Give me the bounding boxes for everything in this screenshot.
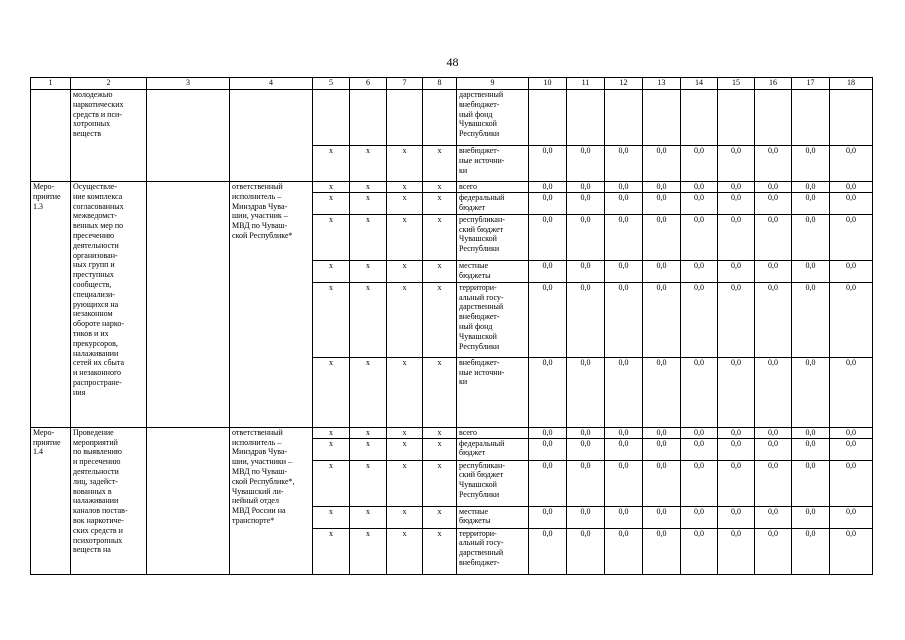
- amount-cell: 0,0: [605, 427, 643, 438]
- header-cell: 14: [681, 78, 718, 90]
- header-cell: 5: [313, 78, 350, 90]
- code-cell: х: [350, 192, 387, 214]
- code-cell: х: [350, 506, 387, 528]
- amount-cell: 0,0: [605, 146, 643, 182]
- amount-cell: 0,0: [830, 357, 873, 427]
- code-cell: х: [423, 506, 457, 528]
- amount-cell: 0,0: [643, 438, 681, 460]
- funding-source: федеральный бюджет: [457, 192, 529, 214]
- amount-cell: 0,0: [792, 528, 830, 574]
- amount-cell: 0,0: [529, 438, 567, 460]
- code-cell: х: [313, 506, 350, 528]
- code-cell: х: [387, 506, 423, 528]
- amount-cell: 0,0: [567, 282, 605, 357]
- code-cell: х: [387, 146, 423, 182]
- code-cell: х: [350, 146, 387, 182]
- header-cell: 4: [230, 78, 313, 90]
- amount-cell: 0,0: [605, 182, 643, 193]
- amount-cell: [755, 90, 792, 146]
- header-cell: 8: [423, 78, 457, 90]
- amount-cell: 0,0: [718, 427, 755, 438]
- amount-cell: 0,0: [718, 192, 755, 214]
- amount-cell: 0,0: [567, 192, 605, 214]
- amount-cell: 0,0: [718, 528, 755, 574]
- column-3-cell: [147, 427, 230, 574]
- amount-cell: 0,0: [681, 182, 718, 193]
- code-cell: х: [350, 260, 387, 282]
- amount-cell: 0,0: [605, 192, 643, 214]
- amount-cell: 0,0: [755, 260, 792, 282]
- amount-cell: 0,0: [718, 182, 755, 193]
- funding-source: внебюджет- ные источни- ки: [457, 146, 529, 182]
- amount-cell: 0,0: [755, 506, 792, 528]
- amount-cell: 0,0: [681, 528, 718, 574]
- amount-cell: 0,0: [681, 438, 718, 460]
- responsible-executor: ответственный исполнитель – Минздрав Чува- шии, участники – МВД по Чуваш- ской Республике*, Чувашский ли- нейный отдел МВД России на транспорте*: [230, 427, 313, 574]
- code-cell: х: [387, 528, 423, 574]
- amount-cell: 0,0: [529, 214, 567, 260]
- amount-cell: [830, 90, 873, 146]
- code-cell: х: [387, 260, 423, 282]
- amount-cell: 0,0: [605, 528, 643, 574]
- code-cell: х: [350, 214, 387, 260]
- table-row: [31, 427, 873, 438]
- amount-cell: 0,0: [681, 282, 718, 357]
- code-cell: [423, 90, 457, 146]
- header-cell: 9: [457, 78, 529, 90]
- code-cell: х: [313, 357, 350, 427]
- code-cell: х: [423, 214, 457, 260]
- responsible-executor: ответственный исполнитель – Минздрав Чува- шии, участник – МВД по Чуваш- ской Республике*: [230, 182, 313, 428]
- header-cell: 16: [755, 78, 792, 90]
- header-cell: 7: [387, 78, 423, 90]
- amount-cell: [567, 90, 605, 146]
- code-cell: х: [387, 427, 423, 438]
- program-table: [30, 77, 873, 575]
- amount-cell: 0,0: [830, 427, 873, 438]
- table-row: [31, 182, 873, 193]
- code-cell: х: [387, 460, 423, 506]
- amount-cell: 0,0: [681, 460, 718, 506]
- amount-cell: [718, 90, 755, 146]
- header-cell: 13: [643, 78, 681, 90]
- code-cell: х: [350, 438, 387, 460]
- header-cell: 17: [792, 78, 830, 90]
- code-cell: х: [387, 214, 423, 260]
- amount-cell: 0,0: [529, 260, 567, 282]
- funding-source: всего: [457, 427, 529, 438]
- header-cell: 10: [529, 78, 567, 90]
- funding-source: федеральный бюджет: [457, 438, 529, 460]
- amount-cell: [792, 90, 830, 146]
- amount-cell: 0,0: [755, 357, 792, 427]
- amount-cell: 0,0: [605, 438, 643, 460]
- amount-cell: 0,0: [643, 192, 681, 214]
- code-cell: х: [313, 438, 350, 460]
- code-cell: х: [350, 182, 387, 193]
- amount-cell: 0,0: [643, 182, 681, 193]
- code-cell: х: [387, 192, 423, 214]
- amount-cell: 0,0: [755, 146, 792, 182]
- amount-cell: 0,0: [792, 214, 830, 260]
- funding-source: местные бюджеты: [457, 506, 529, 528]
- code-cell: х: [423, 528, 457, 574]
- header-cell: 11: [567, 78, 605, 90]
- amount-cell: 0,0: [643, 506, 681, 528]
- amount-cell: 0,0: [605, 214, 643, 260]
- amount-cell: 0,0: [567, 182, 605, 193]
- header-cell: 3: [147, 78, 230, 90]
- amount-cell: 0,0: [830, 182, 873, 193]
- amount-cell: 0,0: [755, 427, 792, 438]
- code-cell: х: [313, 192, 350, 214]
- amount-cell: 0,0: [567, 506, 605, 528]
- column-3-cell: [147, 90, 230, 182]
- amount-cell: 0,0: [830, 282, 873, 357]
- amount-cell: 0,0: [567, 146, 605, 182]
- amount-cell: 0,0: [681, 506, 718, 528]
- code-cell: х: [423, 460, 457, 506]
- amount-cell: 0,0: [605, 357, 643, 427]
- code-cell: х: [350, 427, 387, 438]
- amount-cell: 0,0: [643, 427, 681, 438]
- amount-cell: 0,0: [792, 506, 830, 528]
- amount-cell: 0,0: [529, 506, 567, 528]
- amount-cell: 0,0: [792, 427, 830, 438]
- amount-cell: 0,0: [755, 182, 792, 193]
- measure-name: молодежью наркотических средств и пси- хотропных веществ: [71, 90, 147, 182]
- amount-cell: 0,0: [681, 214, 718, 260]
- code-cell: х: [313, 282, 350, 357]
- amount-cell: 0,0: [830, 460, 873, 506]
- amount-cell: 0,0: [792, 260, 830, 282]
- amount-cell: [529, 90, 567, 146]
- funding-source: республикан- ский бюджет Чувашской Республики: [457, 460, 529, 506]
- measure-name: Осуществле- ние комплекса согласованных межведомст- венных мер по пресечению деятельности организован- ных групп и преступных сообществ, специализи- рующихся на незаконном обороте нарко- тиков и их прекурсоров, налаживании сетей их сбыта и незаконного распростране- ния: [71, 182, 147, 428]
- amount-cell: 0,0: [643, 460, 681, 506]
- funding-source: дарственный внебюджет- ный фонд Чувашской Республики: [457, 90, 529, 146]
- amount-cell: 0,0: [718, 438, 755, 460]
- page-number: 48: [446, 55, 459, 69]
- amount-cell: 0,0: [529, 528, 567, 574]
- amount-cell: [605, 90, 643, 146]
- amount-cell: 0,0: [830, 214, 873, 260]
- amount-cell: 0,0: [830, 146, 873, 182]
- amount-cell: 0,0: [718, 146, 755, 182]
- responsible-executor: [230, 90, 313, 182]
- code-cell: х: [350, 460, 387, 506]
- amount-cell: 0,0: [529, 282, 567, 357]
- amount-cell: 0,0: [567, 528, 605, 574]
- amount-cell: 0,0: [755, 192, 792, 214]
- amount-cell: 0,0: [681, 146, 718, 182]
- code-cell: х: [313, 460, 350, 506]
- code-cell: х: [313, 528, 350, 574]
- amount-cell: 0,0: [643, 146, 681, 182]
- funding-source: республикан- ский бюджет Чувашской Республики: [457, 214, 529, 260]
- amount-cell: 0,0: [755, 282, 792, 357]
- amount-cell: 0,0: [605, 260, 643, 282]
- amount-cell: 0,0: [792, 282, 830, 357]
- amount-cell: 0,0: [643, 282, 681, 357]
- funding-source: всего: [457, 182, 529, 193]
- code-cell: х: [387, 438, 423, 460]
- header-cell: 18: [830, 78, 873, 90]
- amount-cell: 0,0: [643, 528, 681, 574]
- code-cell: х: [423, 282, 457, 357]
- amount-cell: 0,0: [755, 214, 792, 260]
- code-cell: х: [423, 146, 457, 182]
- code-cell: х: [313, 260, 350, 282]
- code-cell: х: [387, 282, 423, 357]
- measure-name: Проведение мероприятий по выявлению и пресечению деятельности лиц, задейст- вованных в налаживании каналов постав- вок наркотиче- ских средств и психотропных веществ на: [71, 427, 147, 574]
- measure-number: [31, 90, 71, 182]
- amount-cell: 0,0: [792, 460, 830, 506]
- amount-cell: 0,0: [681, 260, 718, 282]
- amount-cell: 0,0: [567, 357, 605, 427]
- amount-cell: 0,0: [718, 506, 755, 528]
- measure-number: Меро- приятие 1.4: [31, 427, 71, 574]
- amount-cell: 0,0: [830, 438, 873, 460]
- amount-cell: 0,0: [643, 260, 681, 282]
- amount-cell: 0,0: [830, 528, 873, 574]
- funding-source: территори- альный госу- дарственный внебюджет-: [457, 528, 529, 574]
- amount-cell: 0,0: [529, 182, 567, 193]
- amount-cell: 0,0: [643, 357, 681, 427]
- amount-cell: 0,0: [830, 192, 873, 214]
- amount-cell: 0,0: [792, 182, 830, 193]
- amount-cell: 0,0: [755, 528, 792, 574]
- amount-cell: 0,0: [605, 282, 643, 357]
- amount-cell: 0,0: [718, 282, 755, 357]
- code-cell: х: [350, 528, 387, 574]
- amount-cell: 0,0: [718, 214, 755, 260]
- amount-cell: 0,0: [567, 460, 605, 506]
- header-cell: 1: [31, 78, 71, 90]
- code-cell: [387, 90, 423, 146]
- funding-source: внебюджет- ные источни- ки: [457, 357, 529, 427]
- code-cell: х: [313, 182, 350, 193]
- amount-cell: 0,0: [567, 427, 605, 438]
- header-cell: 15: [718, 78, 755, 90]
- amount-cell: 0,0: [681, 192, 718, 214]
- column-3-cell: [147, 182, 230, 428]
- amount-cell: 0,0: [529, 192, 567, 214]
- amount-cell: 0,0: [567, 214, 605, 260]
- measure-number: Меро- приятие 1.3: [31, 182, 71, 428]
- amount-cell: 0,0: [718, 260, 755, 282]
- amount-cell: 0,0: [718, 357, 755, 427]
- table-row: [31, 90, 873, 146]
- header-cell: 12: [605, 78, 643, 90]
- code-cell: х: [423, 438, 457, 460]
- code-cell: х: [350, 357, 387, 427]
- amount-cell: 0,0: [529, 146, 567, 182]
- amount-cell: 0,0: [755, 438, 792, 460]
- amount-cell: 0,0: [529, 460, 567, 506]
- amount-cell: [681, 90, 718, 146]
- code-cell: х: [423, 260, 457, 282]
- code-cell: [313, 90, 350, 146]
- header-cell: 6: [350, 78, 387, 90]
- amount-cell: 0,0: [529, 357, 567, 427]
- code-cell: х: [387, 182, 423, 193]
- amount-cell: 0,0: [529, 427, 567, 438]
- amount-cell: 0,0: [755, 460, 792, 506]
- amount-cell: 0,0: [830, 260, 873, 282]
- amount-cell: 0,0: [567, 260, 605, 282]
- code-cell: х: [423, 192, 457, 214]
- code-cell: х: [423, 357, 457, 427]
- amount-cell: 0,0: [792, 192, 830, 214]
- amount-cell: 0,0: [605, 460, 643, 506]
- amount-cell: 0,0: [830, 506, 873, 528]
- code-cell: [350, 90, 387, 146]
- code-cell: х: [313, 427, 350, 438]
- amount-cell: 0,0: [567, 438, 605, 460]
- amount-cell: [643, 90, 681, 146]
- header-cell: 2: [71, 78, 147, 90]
- code-cell: х: [387, 357, 423, 427]
- code-cell: х: [423, 182, 457, 193]
- amount-cell: 0,0: [681, 427, 718, 438]
- amount-cell: 0,0: [792, 357, 830, 427]
- amount-cell: 0,0: [792, 146, 830, 182]
- header-row: [31, 78, 873, 90]
- code-cell: х: [313, 214, 350, 260]
- code-cell: х: [350, 282, 387, 357]
- amount-cell: 0,0: [681, 357, 718, 427]
- amount-cell: 0,0: [605, 506, 643, 528]
- code-cell: х: [313, 146, 350, 182]
- funding-source: территори- альный госу- дарственный внебюджет- ный фонд Чувашской Республики: [457, 282, 529, 357]
- funding-source: местные бюджеты: [457, 260, 529, 282]
- amount-cell: 0,0: [643, 214, 681, 260]
- amount-cell: 0,0: [792, 438, 830, 460]
- amount-cell: 0,0: [718, 460, 755, 506]
- code-cell: х: [423, 427, 457, 438]
